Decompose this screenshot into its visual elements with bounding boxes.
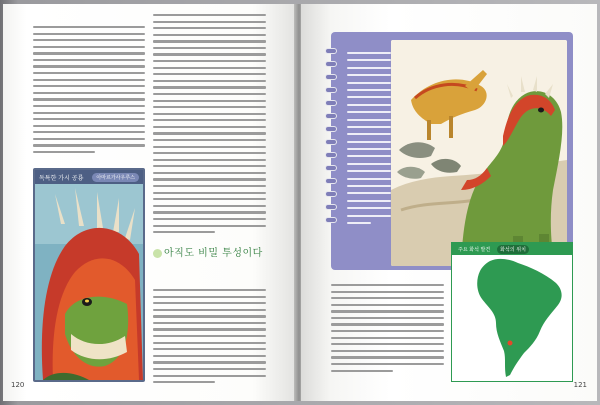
fossil-location-map-box [451,242,573,382]
body-text-column-4 [331,284,444,376]
body-text-column-1 [33,26,145,158]
photo-box-tag: 아마르가사우루스 [92,173,139,182]
page-number-left: 120 [11,381,25,389]
south-america-map [452,255,571,380]
map-tag-primary: 주요 화석 발견 [458,246,491,253]
body-text-column-2 [153,14,266,238]
binder-rings [325,48,339,258]
left-page [3,4,297,401]
photo-box-title: 독특한 가시 공룡 [39,174,84,182]
subheading-marker-icon [153,249,162,258]
page-number-right: 121 [573,381,587,389]
fossil-site-marker [508,341,513,346]
amargasaurus-head-illustration [35,184,143,380]
map-tag-secondary: 화석의 위치 [497,245,529,254]
subheading-text: 아직도 비밀 투성이다 [164,248,263,259]
body-text-column-3 [153,289,266,388]
photo-box-header [35,170,143,184]
dinosaur-photo-box [33,168,145,382]
right-page [301,4,597,401]
illustration-caption [347,52,391,229]
map-box-header [452,243,572,255]
amargasaurus-scene-illustration [391,40,567,266]
section-subheading [153,244,263,259]
